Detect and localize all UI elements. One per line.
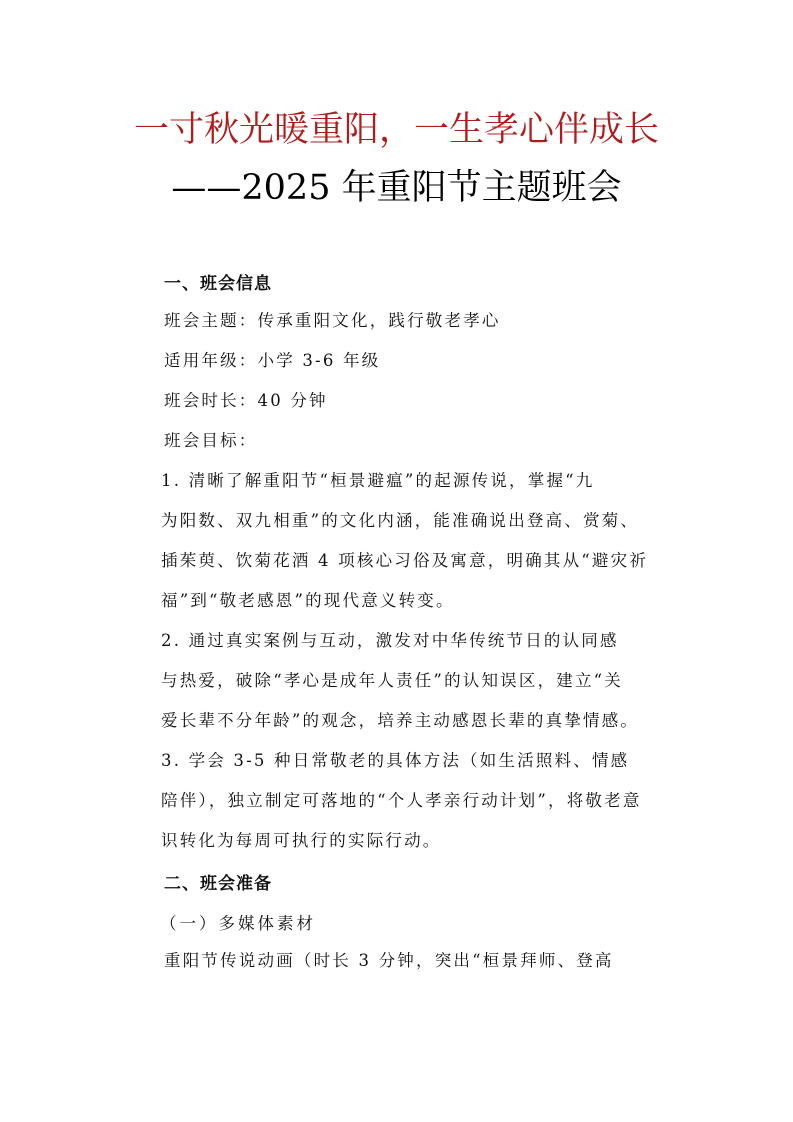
info-grade: 适用年级：小学 3-6 年级: [164, 351, 381, 370]
subheading-multimedia: （一）多媒体素材: [160, 914, 316, 933]
document-title-subtitle: ——2025 年重阳节主题班会: [171, 168, 622, 208]
document-body: [160, 270, 676, 986]
multimedia-text: 重阳节传说动画（时长 3 分钟，突出“桓景拜师、登高: [164, 951, 614, 970]
goal-item-3: [161, 746, 676, 866]
section-heading-class-info: 一、班会信息: [164, 274, 272, 294]
info-theme: 班会主题：传承重阳文化，践行敬老孝心: [164, 311, 501, 330]
document-title-main: 一寸秋光暖重阳，一生孝心伴成长: [133, 110, 659, 150]
goal-3-line-3: 识转化为每周可执行的实际行动。: [161, 831, 442, 850]
info-duration: 班会时长：40 分钟: [164, 391, 328, 410]
goal-1-line-1: 1. 清晰了解重阳节“桓景避瘟”的起源传说，掌握“九: [161, 471, 595, 490]
goal-3-line-1: 3. 学会 3-5 种日常敬老的具体方法（如生活照料、情感: [161, 751, 630, 770]
goal-item-2: [161, 626, 676, 746]
goal-2-line-1: 2. 通过真实案例与互动，激发对中华传统节日的认同感: [161, 631, 619, 650]
section-heading-preparation: 二、班会准备: [164, 874, 272, 894]
info-goals-label: 班会目标：: [164, 431, 258, 450]
goal-1-line-3: 插茱萸、饮菊花酒 4 项核心习俗及寓意，明确其从“避灾祈: [161, 551, 649, 570]
goal-1-line-2: 为阳数、双九相重”的文化内涵，能准确说出登高、赏菊、: [161, 511, 640, 530]
goal-2-line-3: 爱长辈不分年龄”的观念，培养主动感恩长辈的真挚情感。: [161, 711, 640, 730]
goal-3-line-2: 陪伴），独立制定可落地的“个人孝亲行动计划”，将敬老意: [161, 791, 642, 810]
goal-2-line-2: 与热爱，破除“孝心是成年人责任”的认知误区，建立“关: [161, 671, 624, 690]
goal-1-line-4: 福”到“敬老感恩”的现代意义转变。: [161, 591, 455, 610]
goal-item-1: [161, 466, 676, 626]
